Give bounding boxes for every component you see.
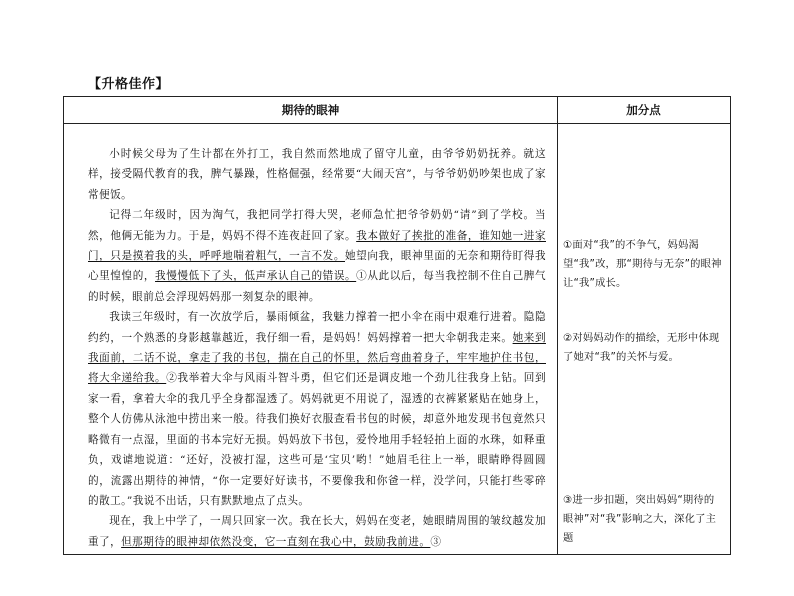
table-header-row [64,97,730,124]
essay-text: 她望向我，眼神里面的无奈和期待盯得我心里惶惶的， [88,250,546,283]
bonus-points-header: 加分点 [626,103,661,117]
essay-text: ①从此以后，每当我控制不住自己脾气的时候，眼前总会浮现妈妈那一刻复杂的眼神。 [88,270,546,303]
essay-paragraph-3 [88,307,546,511]
essay-text: 记得二年级时，因为淘气，我把同学打得大哭，老师急忙把爷爷奶奶“请”到了学校。当然，他俩无能为力。于是，妈妈不得不连夜赶回了家。 [88,209,546,242]
underlined-sentence: 但那期待的眼神却依然没变，它一直刻在我心中，鼓励我前进。 [121,535,431,548]
bonus-note-1 [563,236,723,293]
bonus-note-2 [563,329,723,367]
underlined-sentence: 我慢慢低下了头，低声承认自己的错误。 [155,270,357,283]
essay-table [63,96,731,555]
note-text: ③进一步扣题，突出妈妈“期待的眼神”对“我”影响之大，深化了主题 [563,494,717,544]
section-title: 【升格佳作】 [88,77,170,92]
essay-text: 现在，我上中学了，一周只回家一次。我在长大，妈妈在变老，她眼睛周围的皱纹越发加重了， [88,515,546,548]
essay-text: ②我举着大伞与风雨斗智斗勇，但它们还是调皮地一个劲儿往我身上钻。回到家一看，拿着大伞的我几乎全身都湿透了。妈妈就更不用说了，湿透的衣裤紧紧贴在她身上，整个人仿佛从泳池中捞出来一般。待我们换好衣服查看书包的时候，却意外地发现书包竟然只略微有一点湿，里面的书本完好无损。妈妈放下书包，爱怜地用手轻轻拍上面的水珠，如释重负，戏谑地说道：“还好，没被打湿，这些可是‘宝贝’哟！”她眉毛往上一举，眼睛睁得圆圆的，流露出期待的神情，“你一定要好好读书，不要像我和你爸一样，没学问，只能打些零碎的散工。”我说不出话，只有默默地点了点头。 [88,372,546,507]
underlined-sentence: 我本做好了挨批的准备，谁知她一进家门，只是摸着我的头，呼呼地喘着粗气，一言不发。 [88,229,546,263]
underlined-sentence: 她来到我面前，二话不说，拿走了我的书包，揣在自己的怀里，然后弯曲着身子，牢牢地护住书包，将大伞递给我。 [88,331,546,385]
note-text: ①面对“我”的不争气，妈妈渴望“我”改，那“期待与无奈”的眼神让“我”成长。 [563,239,722,289]
column-divider [557,97,558,554]
essay-text: 我读三年级时，有一次放学后，暴雨倾盆，我魅力撑着一把小伞在雨中艰难行进着。隐隐约约，一个熟悉的身影越靠越近，我仔细一看，是妈妈！妈妈撑着一把大伞朝我走来。 [88,311,546,344]
essay-paragraph-1: 小时候父母为了生计都在外打工，我自然而然地成了留守儿童，由爷爷奶奶抚养。就这样，接受隔代教育的我，脾气暴躁，性格倔强，经常要“大闹天宫”，与爷爷奶奶吵架也成了家常便饭。 [88,148,546,201]
essay-paragraph-4 [88,511,546,552]
essay-text: ③ [430,535,442,548]
bonus-note-3 [563,491,723,548]
essay-body [88,144,546,552]
essay-title-header: 期待的眼神 [281,103,340,117]
essay-paragraph-2 [88,205,546,307]
note-text: ②对妈妈动作的描绘，无形中体现了她对“我”的关怀与爱。 [563,332,720,363]
